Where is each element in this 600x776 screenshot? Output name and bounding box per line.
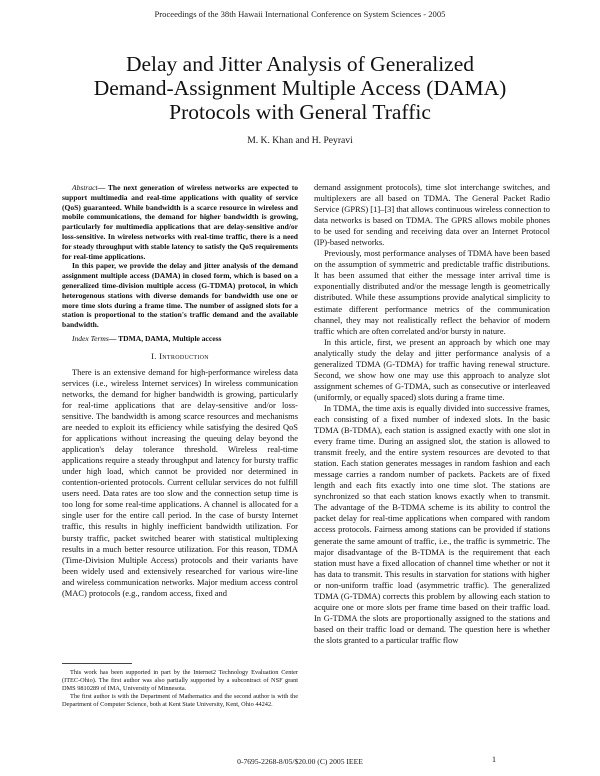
index-terms: Index Terms— TDMA, DAMA, Multiple access (72, 333, 222, 343)
abstract-text-1: The next generation of wireless networks are expected to support multimedia and real-time applications with quality of service (QoS) guaranteed. While bandwidth is a scarce resource in wireless and mobile communications, the demand for higher bandwidth is growing, particularly for multimedia applications that are delay-sensitive and/or loss-sensitive. In wireless networks with real-time traffic, there is a need for steady throughput with stable latency to satisfy the QoS requirements for real-time applications. (62, 183, 298, 261)
section-title: Introduction (159, 350, 209, 361)
right-paragraph-0: demand assignment protocols), time slot interchange switches, and multiplexers are all based on TDMA. The General Packet Radio Service (GPRS) [1]–[3] that allows continuous wireless connection to data networks is based on TDMA. The GPRS allows mobile phones to be used for sending and receiving data over an Internet Protocol (IP)-based networks. (314, 182, 550, 248)
right-paragraph-3: In TDMA, the time axis is equally divided into successive frames, each consisting of a fixed number of indexed slots. In the basic TDMA (B-TDMA), each station is assigned exactly with one slot in every frame time. During an assigned slot, the station is allowed to transmit freely, and the entire system resources are devoted to that station. Each station generates messages in random fashion and each message carries a random number of packets. Packets are of fixed length and each fits exactly into one time slot. The stations are synchronized so that each station knows exactly when to transmit. The advantage of the B-TDMA scheme is its ability to control the packet delay for real-time applications when compared with random access protocols. Fairness among stations can be provided if stations generate the same amount of traffic, i.e., the traffic is symmetric. The major disadvantage of the B-TDMA is the requirement that each station must have a fixed allocation of channel time whether or not it has data to transmit. This results in starvation for stations with higher or non-uniform traffic load (asymmetric traffic). The generalized TDMA (G-TDMA) corrects this problem by allowing each station to acquire one or more slots per frame time based on their traffic load. In G-TDMA the slots are proportionally assigned to the stations and based on their traffic load or demand. The question here is whether the slots granted to a particular traffic flow (314, 402, 550, 645)
title-line-2: Demand-Assignment Multiple Access (DAMA) (93, 76, 507, 100)
abstract-paragraph-2: In this paper, we provide the delay and jitter analysis of the demand assignment multiple access (DAMA) in closed form, which is based on a generalized time-division multiple access (G-TDMA) protocol, in which heterogenous stations with diverse demands for bandwidth use one or more time slots during a frame time. The number of assigned slots for a station is proportional to the station's traffic demand and the available bandwidth. (62, 261, 298, 330)
abstract-paragraph-1: Abstract— The next generation of wireless networks are expected to support multimedia and real-time applications with quality of service (QoS) guaranteed. While bandwidth is a scarce resource in wireless and mobile communications, the demand for higher bandwidth is growing, particularly for multimedia applications that are delay-sensitive and/or loss-sensitive. In wireless networks with real-time traffic, there is a need for steady throughput with stable latency to satisfy the QoS requirements for real-time applications. (62, 183, 298, 261)
proceedings-header: Proceedings of the 38th Hawaii International Conference on System Sciences - 2005 (154, 9, 446, 19)
title-line-1: Delay and Jitter Analysis of Generalized (125, 52, 475, 76)
footnote-paragraph-1: This work has been supported in part by the Internet2 Technology Evaluation Center (ITEC-Ohio). The first author was also partially supported by a subcontract of NSF grant DMS 9810289 of IMA, University of Minnesota. (62, 669, 298, 693)
footnote-paragraph-2: The first author is with the Department of Mathematics and the second author is with the Department of Computer Science, both at Kent State University, Kent, Ohio 44242. (62, 693, 298, 709)
index-terms-text: TDMA, DAMA, Multiple access (118, 333, 222, 343)
section-heading (62, 351, 298, 362)
right-paragraph-2: In this article, first, we present an approach by which one may analytically study the delay and jitter performance analysis of a generalized TDMA (G-TDMA) for traffic having renewal structure. Second, we show how one may use this approach to analyze slot assignment schemes of G-TDMA, such as consecutive or interleaved (uniformly, or equally spaced) slots during a frame time. (314, 336, 550, 402)
page-number: 1 (492, 755, 496, 764)
isbn-footer: 0-7695-2268-8/05/$20.00 (C) 2005 IEEE (237, 757, 363, 766)
paper-title (60, 52, 540, 124)
right-column (314, 182, 550, 646)
title-line-3: Protocols with General Traffic (169, 100, 431, 124)
authors: M. K. Khan and H. Peyravi (247, 135, 353, 146)
abstract-label: Abstract (72, 183, 98, 192)
section-numeral: I. (151, 350, 157, 361)
footnote (62, 669, 298, 709)
left-column (62, 183, 298, 599)
index-terms-label: Index Terms (72, 333, 109, 343)
intro-paragraph: There is an extensive demand for high-performance wireless data services (i.e., wireless Internet services) In wireless communication networks, the demand for higher bandwidth is growing, particularly for real-time applications that are delay-sensitive and/or loss-sensitive. The bandwidth is among scarce resources and mechanisms are needed to exploit its efficiency while satisfying the desired QoS for applications without increasing the queuing delay beyond the application's delay tolerance threshold. Wireless real-time applications require a steady throughput and latency for bursty traffic under high load, which cannot be provided nor determined in contention-oriented protocols. Current cellular services do not fulfill users need. Data rates are too slow and the connection setup time is too long for some real-time applications. A channel is allocated for a single user for the entire call period. In the case of bursty Internet traffic, this results in highly inefficient bandwidth utilization. For bursty traffic, packet switched bearer with statistical multiplexing results in a much better resource utilization. For this reason, TDMA (Time-Division Multiple Access) protocols and their variants have been widely used and extensively researched for various wire-line and wireless communication networks. Major medium access control (MAC) protocols (e.g., random access, fixed and (62, 366, 298, 598)
footnote-rule (62, 663, 132, 664)
right-paragraph-1: Previously, most performance analyses of TDMA have been based on the assumption of symmetric and predictable traffic distributions. It has been assumed that either the message inter arrival time is exponentially distributed and/or the message length is geometrically distributed. While these assumptions provide analytical simplicity to estimate different performance metrics of the communication channel, they may not realistically reflect the behavior of modern traffic which are often correlated and/or bursty in nature. (314, 248, 550, 336)
